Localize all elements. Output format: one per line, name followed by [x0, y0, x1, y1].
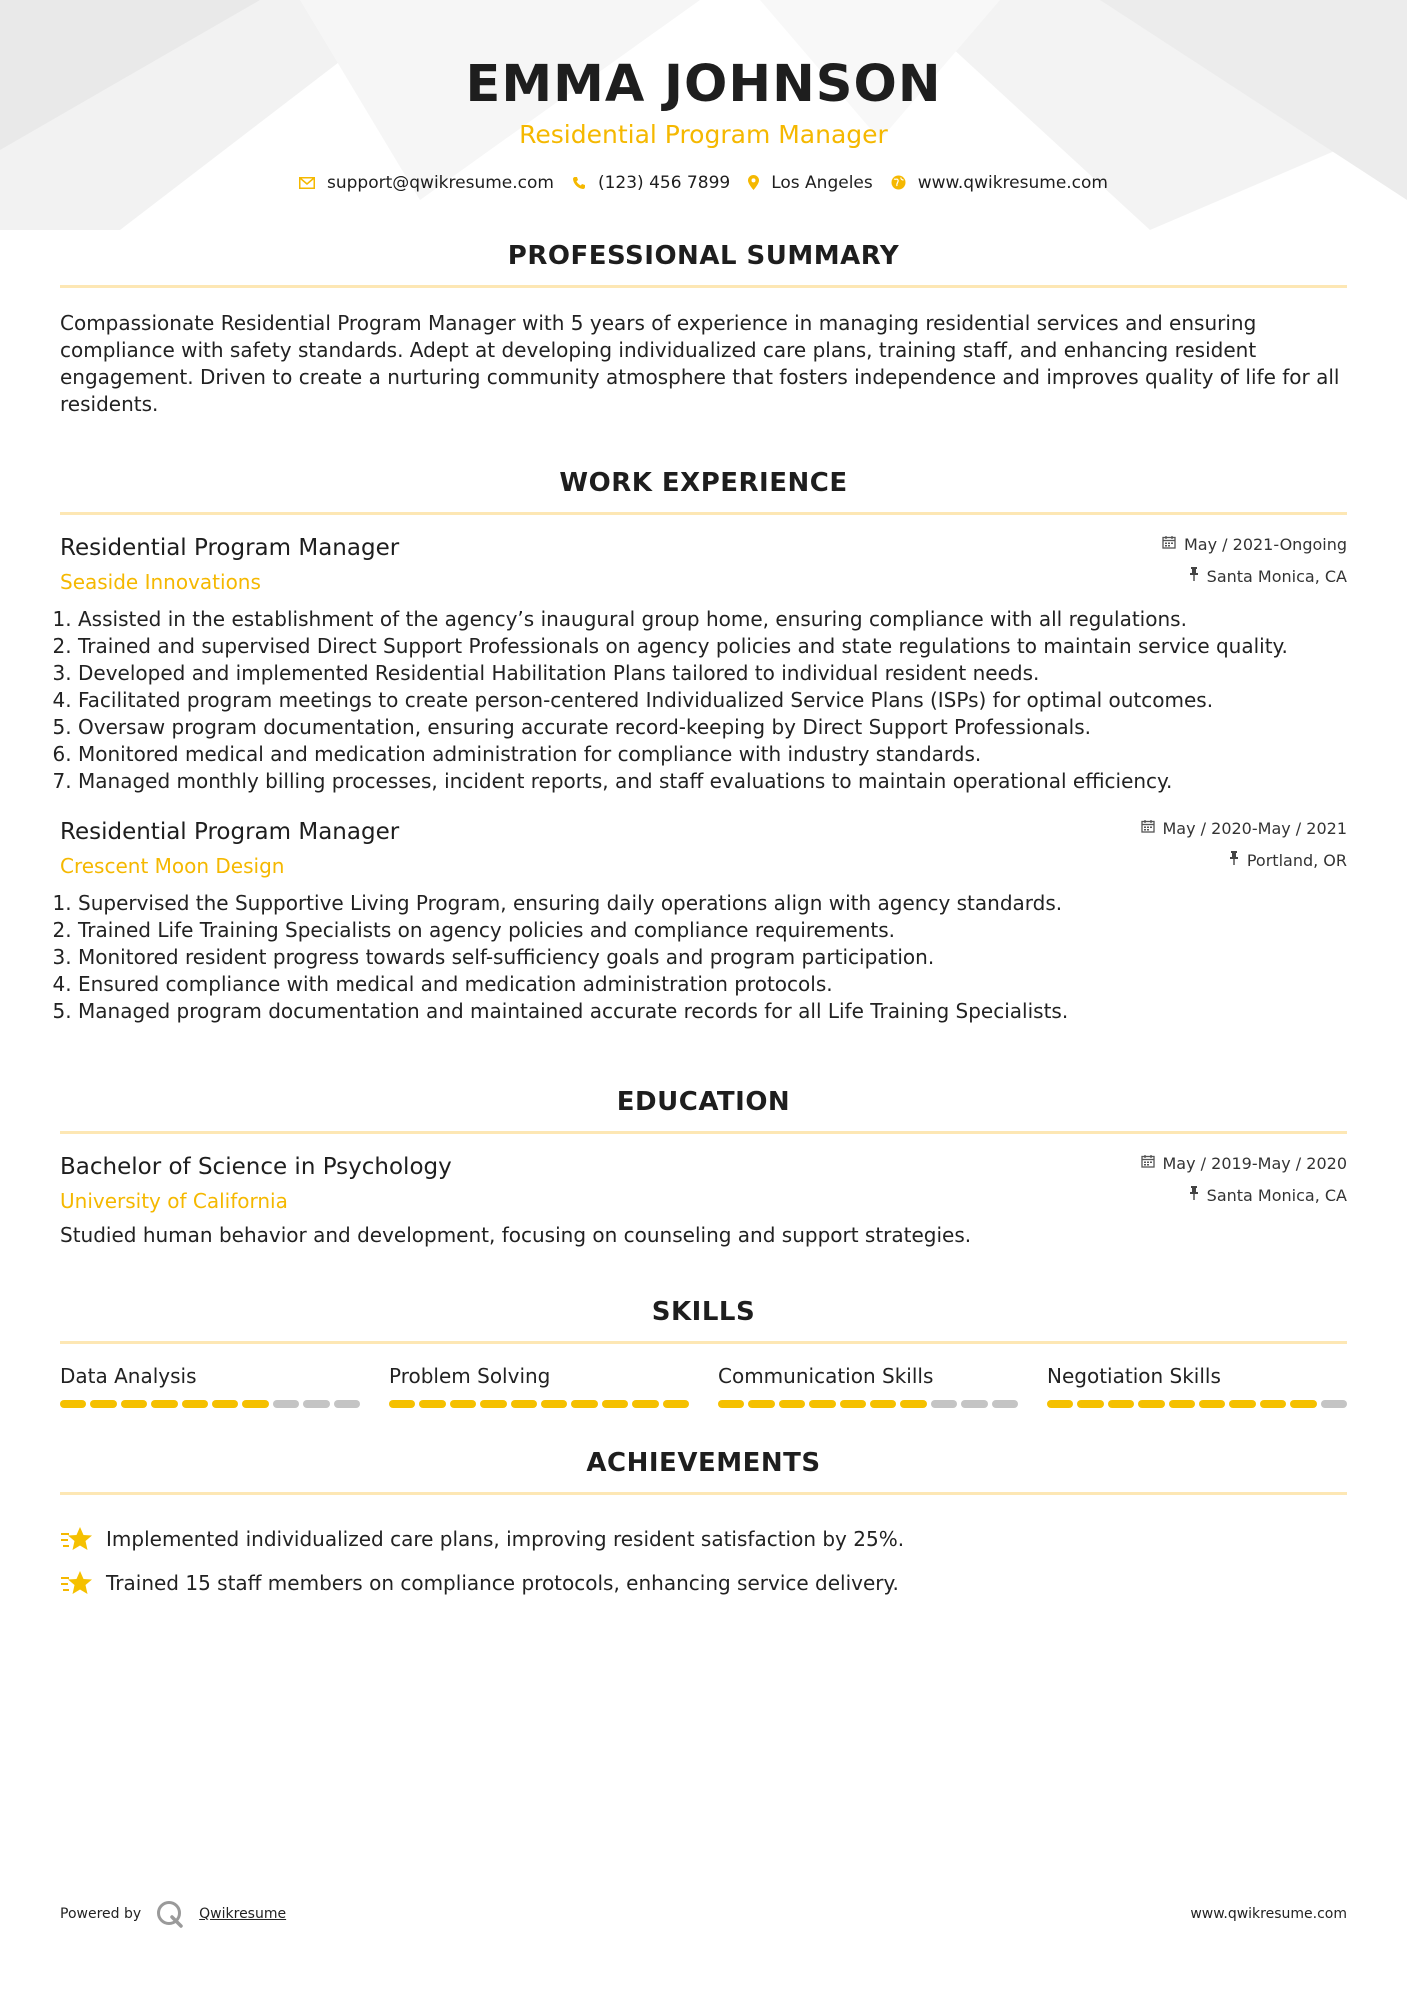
achievements-list — [60, 1517, 1347, 1605]
section-heading-work: WORK EXPERIENCE — [60, 468, 1347, 515]
skill-level-segment — [541, 1400, 567, 1408]
education-date: May / 2019-May / 2020 — [1162, 1153, 1347, 1173]
skill-name: Data Analysis — [60, 1363, 197, 1388]
skill-level-segment — [273, 1400, 299, 1408]
skill-item — [389, 1364, 689, 1408]
achievement-text: Implemented individualized care plans, improving resident satisfaction by 25%. — [106, 1526, 905, 1551]
skill-level-segment — [334, 1400, 360, 1408]
skill-name: Negotiation Skills — [1047, 1363, 1221, 1388]
education-entry — [60, 1154, 1347, 1247]
skill-item — [1047, 1364, 1347, 1408]
phone-icon — [572, 176, 586, 190]
education-section — [60, 1087, 1347, 1247]
skill-level-bar — [60, 1400, 360, 1408]
responsibility-item: 1. Assisted in the establishment of the agency’s inaugural group home, ensuring compliance with all regulations. — [78, 606, 1347, 633]
skill-level-segment — [121, 1400, 147, 1408]
education-description: Studied human behavior and development, focusing on counseling and support strategies. — [60, 1222, 972, 1247]
skill-level-segment — [389, 1400, 415, 1408]
skill-name: Communication Skills — [718, 1363, 934, 1388]
contact-location — [748, 173, 873, 193]
skill-level-segment — [419, 1400, 445, 1408]
calendar-icon — [1141, 1154, 1155, 1172]
skill-level-segment — [1290, 1400, 1316, 1408]
skill-item — [718, 1364, 1018, 1408]
responsibility-item: 2. Trained Life Training Specialists on agency policies and compliance requirements. — [78, 917, 1347, 944]
degree-title: Bachelor of Science in Psychology — [60, 1153, 452, 1180]
contact-website[interactable] — [891, 173, 1108, 193]
globe-icon — [891, 175, 906, 190]
job-entry — [60, 819, 1347, 1025]
work-experience-section — [60, 468, 1347, 1025]
responsibility-item: 2. Trained and supervised Direct Support Professionals on agency policies and state regulations to maintain service quality. — [78, 633, 1347, 660]
skill-level-bar — [389, 1400, 689, 1408]
skill-level-segment — [450, 1400, 476, 1408]
skill-level-segment — [748, 1400, 774, 1408]
skill-level-segment — [1229, 1400, 1255, 1408]
skill-level-segment — [151, 1400, 177, 1408]
envelope-icon — [299, 177, 315, 189]
section-heading-summary: PROFESSIONAL SUMMARY — [60, 241, 1347, 288]
achievement-item — [60, 1517, 1347, 1561]
job-entry — [60, 535, 1347, 795]
job-location: Santa Monica, CA — [1206, 566, 1347, 586]
page-footer — [60, 1900, 1347, 1928]
achievement-item — [60, 1561, 1347, 1605]
skill-level-segment — [1138, 1400, 1164, 1408]
skill-item — [60, 1364, 360, 1408]
responsibility-item: 7. Managed monthly billing processes, incident reports, and staff evaluations to maintain operational efficiency. — [78, 768, 1347, 795]
skill-level-segment — [182, 1400, 208, 1408]
pushpin-icon — [1189, 1186, 1199, 1204]
skill-level-segment — [571, 1400, 597, 1408]
skill-level-segment — [779, 1400, 805, 1408]
skill-level-segment — [961, 1400, 987, 1408]
candidate-name: EMMA JOHNSON — [465, 55, 942, 114]
resume-header — [60, 0, 1347, 193]
responsibility-item: 6. Monitored medical and medication administration for compliance with industry standards. — [78, 741, 1347, 768]
job-location: Portland, OR — [1246, 850, 1347, 870]
achievement-text: Trained 15 staff members on compliance protocols, enhancing service delivery. — [106, 1570, 899, 1595]
skill-level-segment — [480, 1400, 506, 1408]
skill-level-segment — [212, 1400, 238, 1408]
job-title: Residential Program Manager — [60, 818, 400, 845]
star-award-icon — [60, 1569, 92, 1597]
skill-level-segment — [511, 1400, 537, 1408]
contact-email[interactable] — [299, 173, 554, 193]
phone-text: (123) 456 7899 — [597, 172, 731, 193]
brand-link[interactable]: Qwikresume — [199, 1906, 287, 1922]
skill-level-segment — [242, 1400, 268, 1408]
skill-level-segment — [900, 1400, 926, 1408]
skills-grid — [60, 1364, 1347, 1408]
responsibility-item: 1. Supervised the Supportive Living Program, ensuring daily operations align with agency standards. — [78, 890, 1347, 917]
skill-level-segment — [90, 1400, 116, 1408]
education-location: Santa Monica, CA — [1206, 1185, 1347, 1205]
job-title: Residential Program Manager — [60, 534, 400, 561]
skill-level-segment — [602, 1400, 628, 1408]
website-text: www.qwikresume.com — [917, 172, 1108, 193]
skill-level-segment — [718, 1400, 744, 1408]
responsibilities-list — [60, 606, 1347, 795]
responsibility-item: 4. Facilitated program meetings to create person-centered Individualized Service Plans (ISPs) for optimal outcomes. — [78, 687, 1347, 714]
skill-level-segment — [60, 1400, 86, 1408]
star-award-icon — [60, 1525, 92, 1553]
skill-level-segment — [1077, 1400, 1103, 1408]
responsibility-item: 3. Developed and implemented Residential Habilitation Plans tailored to individual resident needs. — [78, 660, 1347, 687]
skills-section — [60, 1297, 1347, 1408]
pushpin-icon — [1189, 567, 1199, 585]
section-heading-skills: SKILLS — [60, 1297, 1347, 1344]
powered-by — [60, 1900, 286, 1928]
company-name: Crescent Moon Design — [60, 853, 285, 878]
skill-name: Problem Solving — [389, 1363, 551, 1388]
pushpin-icon — [1229, 851, 1239, 869]
achievements-section — [60, 1448, 1347, 1605]
section-heading-achievements: ACHIEVEMENTS — [60, 1448, 1347, 1495]
map-pin-icon — [748, 175, 759, 190]
responsibility-item: 4. Ensured compliance with medical and medication administration protocols. — [78, 971, 1347, 998]
job-date: May / 2021-Ongoing — [1184, 534, 1347, 554]
skill-level-segment — [809, 1400, 835, 1408]
calendar-icon — [1141, 819, 1155, 837]
responsibility-item: 3. Monitored resident progress towards self-sufficiency goals and program participation. — [78, 944, 1347, 971]
skill-level-segment — [1047, 1400, 1073, 1408]
location-text: Los Angeles — [771, 172, 873, 193]
contact-phone[interactable] — [572, 173, 730, 193]
company-name: Seaside Innovations — [60, 569, 261, 594]
skill-level-segment — [1199, 1400, 1225, 1408]
calendar-icon — [1162, 535, 1176, 553]
skill-level-segment — [992, 1400, 1018, 1408]
summary-text: Compassionate Residential Program Manager with 5 years of experience in managing residential services and ensuring compliance with safety standards. Adept at developing individualized care plans, training staff, and enhancing resident engagement. Driven to create a nurturing community atmosphere that fosters independence and improves quality of life for all residents. — [60, 310, 1340, 416]
skill-level-segment — [1169, 1400, 1195, 1408]
job-date: May / 2020-May / 2021 — [1162, 818, 1347, 838]
qwikresume-logo-icon — [155, 1900, 185, 1928]
skill-level-segment — [840, 1400, 866, 1408]
responsibilities-list — [60, 890, 1347, 1025]
footer-website[interactable]: www.qwikresume.com — [1190, 1906, 1347, 1922]
skill-level-bar — [1047, 1400, 1347, 1408]
responsibility-item: 5. Oversaw program documentation, ensuring accurate record-keeping by Direct Support Professionals. — [78, 714, 1347, 741]
skill-level-segment — [1321, 1400, 1347, 1408]
skill-level-segment — [931, 1400, 957, 1408]
skill-level-segment — [632, 1400, 658, 1408]
responsibility-item: 5. Managed program documentation and maintained accurate records for all Life Training Specialists. — [78, 998, 1347, 1025]
email-text: support@qwikresume.com — [327, 172, 554, 193]
skill-level-segment — [1260, 1400, 1286, 1408]
candidate-title: Residential Program Manager — [519, 119, 888, 149]
section-heading-education: EDUCATION — [60, 1087, 1347, 1134]
school-name: University of California — [60, 1188, 288, 1213]
skill-level-segment — [663, 1400, 689, 1408]
powered-by-label: Powered by — [60, 1906, 142, 1922]
skill-level-segment — [870, 1400, 896, 1408]
contact-bar — [60, 173, 1347, 193]
professional-summary-section — [60, 241, 1347, 418]
skill-level-bar — [718, 1400, 1018, 1408]
skill-level-segment — [1108, 1400, 1134, 1408]
skill-level-segment — [303, 1400, 329, 1408]
